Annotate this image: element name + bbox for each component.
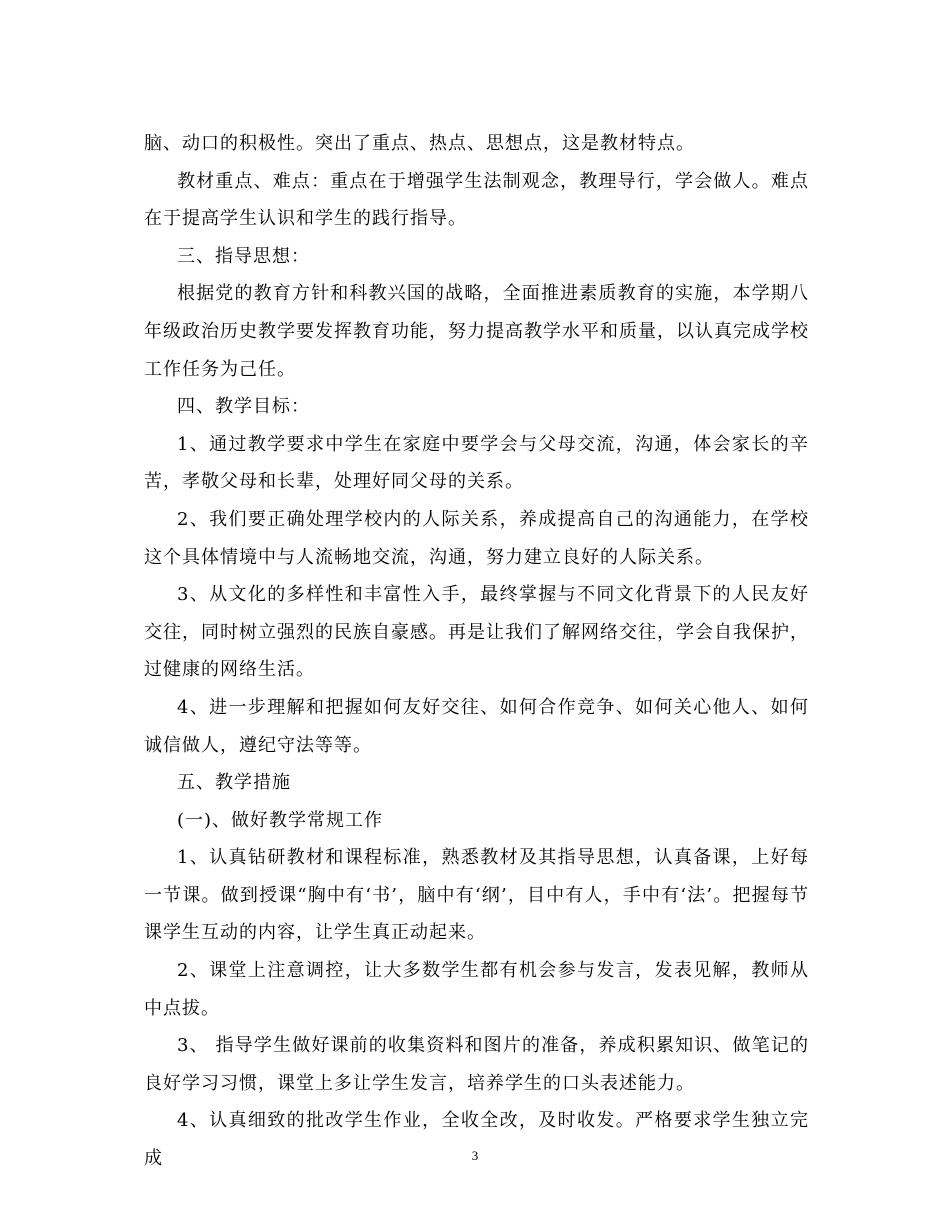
list-item: 3、从文化的多样性和丰富性入手，最终掌握与不同文化背景下的人民友好交往，同时树立强烈的民族自豪感。再是让我们了解网络交往，学会自我保护，过健康的网络生活。 bbox=[144, 584, 809, 681]
section-heading: 四、教学目标： bbox=[177, 396, 310, 418]
list-item: 4、认真细致的批改学生作业，全收全改，及时收发。严格要求学生独立完成 bbox=[144, 1110, 809, 1170]
list-item: 1、通过教学要求中学生在家庭中要学会与父母交流，沟通，体会家长的辛苦，孝敬父母和长辈，处理好同父母的关系。 bbox=[144, 433, 809, 493]
list-item: 4、进一步理解和把握如何友好交往、如何合作竞争、如何关心他人、如何诚信做人，遵纪守法等等。 bbox=[144, 696, 809, 756]
paragraph: 脑、动口的积极性。突出了重点、热点、思想点，这是教材特点。 bbox=[144, 133, 695, 154]
subsection-heading: (一)、做好教学常规工作 bbox=[177, 809, 384, 831]
paragraph: 根据党的教育方针和科教兴国的战略，全面推进素质教育的实施，本学期八年级政治历史教学要发挥教育功能，努力提高教学水平和质量，以认真完成学校工作任务为己任。 bbox=[144, 283, 809, 380]
list-item: 3、 指导学生做好课前的收集资料和图片的准备，养成积累知识、做笔记的良好学习习惯，课堂上多让学生发言，培养学生的口头表述能力。 bbox=[144, 1035, 809, 1094]
section-heading: 三、指导思想： bbox=[177, 245, 310, 267]
paragraph: 教材重点、难点：重点在于增强学生法制观念，教理导行，学会做人。难点在于提高学生认识和学生的践行指导。 bbox=[144, 170, 809, 230]
list-item: 2、课堂上注意调控，让大多数学生都有机会参与发言，发表见解，教师从中点拔。 bbox=[144, 960, 809, 1019]
page-number: 3 bbox=[471, 1148, 479, 1163]
section-heading: 五、教学措施 bbox=[177, 772, 291, 794]
document-body bbox=[144, 125, 809, 1178]
list-item: 2、我们要正确处理学校内的人际关系，养成提高自己的沟通能力，在学校这个具体情境中与人流畅地交流，沟通，努力建立良好的人际关系。 bbox=[144, 508, 809, 568]
list-item: 1、认真钻研教材和课程标准，熟悉教材及其指导思想，认真备课，上好每一节课。做到授课“胸中有‘书’，脑中有‘纲’，目中有人，手中有‘法’。把握每节课学生互动的内容，让学生真正动起来。 bbox=[144, 847, 809, 944]
